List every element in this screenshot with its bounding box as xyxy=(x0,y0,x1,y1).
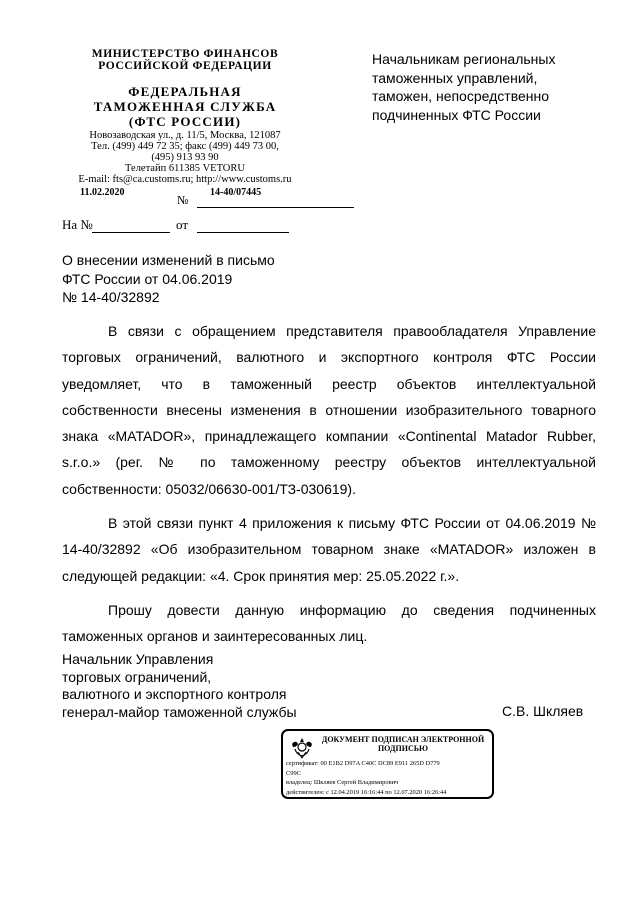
position-line: валютного и экспортного контроля xyxy=(62,686,287,702)
electronic-signature-stamp xyxy=(281,729,494,799)
recipient-line: Начальникам региональных xyxy=(372,51,556,67)
stamp-certificate-cont: C99C xyxy=(286,769,301,777)
document-date: 11.02.2020 xyxy=(80,187,125,198)
recipient-block xyxy=(372,50,612,124)
reference-number-label: На № xyxy=(62,217,93,232)
service-line: ТАМОЖЕННАЯ СЛУЖБА xyxy=(93,99,277,114)
stamp-details xyxy=(286,759,492,797)
contact-address: Новозаводская ул., д. 11/5, Москва, 121087 xyxy=(89,130,281,141)
recipient-line: подчиненных ФТС России xyxy=(372,106,541,123)
contact-info xyxy=(60,130,310,185)
body-paragraph: В связи с обращением представителя правообладателя Управление торговых ограничений, валютного и экспортного контроля ФТС России уведомляет, что в таможенный реестр объектов интеллектуальной собственности внесены изменения в отношении изобразительного товарного знака «MATADOR», принадлежащего компании «Continental Matador Rubber, s.r.o.» (рег. № по таможенному реестру объектов интеллектуальной собственности: 05032/06630-001/ТЗ-030619). xyxy=(62,323,596,497)
ministry-line: МИНИСТЕРСТВО ФИНАНСОВ xyxy=(91,48,279,60)
service-line: (ФТС РОССИИ) xyxy=(128,114,242,129)
subject-line: ФТС России от 04.06.2019 xyxy=(62,270,233,287)
position-line: торговых ограничений, xyxy=(62,668,212,685)
document-date-number xyxy=(62,187,312,209)
position-line: Начальник Управления xyxy=(62,651,214,667)
emblem-icon xyxy=(289,735,315,759)
reference-date-line xyxy=(197,232,289,233)
service-name xyxy=(60,84,310,129)
stamp-title: ДОКУМЕНТ ПОДПИСАН ЭЛЕКТРОННОЙ ПОДПИСЬЮ xyxy=(321,735,485,753)
contact-phone-2: (495) 913 93 90 xyxy=(151,152,219,163)
contact-phone: Тел. (499) 449 72 35; факс (499) 449 73 00, xyxy=(91,141,279,152)
subject-line: № 14-40/32892 xyxy=(62,289,160,305)
number-underline xyxy=(197,207,354,208)
reference-date-label: от xyxy=(176,217,189,232)
ministry-line: РОССИЙСКОЙ ФЕДЕРАЦИИ xyxy=(98,60,272,72)
service-line: ФЕДЕРАЛЬНАЯ xyxy=(128,84,242,99)
stamp-validity: действителен: с 12.04.2019 16:16:44 по 12.07.2020 16:26:44 xyxy=(286,788,447,796)
letter-subject xyxy=(62,251,362,307)
position-line: генерал-майор таможенной службы xyxy=(62,703,297,720)
stamp-owner: владелец: Шкляев Сергей Владимирович xyxy=(286,779,399,786)
recipient-line: таможен, непосредственно xyxy=(372,88,550,104)
document-number: 14-40/07445 xyxy=(210,187,262,198)
reference-number-line xyxy=(92,232,170,233)
letter-body xyxy=(62,318,596,658)
subject-line: О внесении изменений в письмо xyxy=(62,252,275,268)
signer-name: С.В. Шкляев xyxy=(502,703,584,719)
stamp-certificate: сертификат: 00 E1B2 D97A C40C DC89 E911 265D D779 xyxy=(286,760,440,767)
recipient-line: таможенных управлений, xyxy=(372,69,538,86)
ministry-name xyxy=(60,48,310,72)
contact-teletype: Телетайп 611385 VETORU xyxy=(125,163,245,174)
reference-row xyxy=(62,217,312,237)
contact-email: E-mail: fts@ca.customs.ru; http://www.customs.ru xyxy=(78,174,292,185)
signer-position xyxy=(62,651,362,721)
body-paragraph: Прошу довести данную информацию до сведения подчиненных таможенных органов и заинтересованных лиц. xyxy=(62,601,596,645)
number-sign: № xyxy=(177,193,189,207)
body-paragraph: В этой связи пункт 4 приложения к письму ФТС России от 04.06.2019 № 14-40/32892 «Об изобразительном товарном знаке «MATADOR» изложен в следующей редакции: «4. Срок принятия мер: 25.05.2022 г.». xyxy=(62,515,596,584)
